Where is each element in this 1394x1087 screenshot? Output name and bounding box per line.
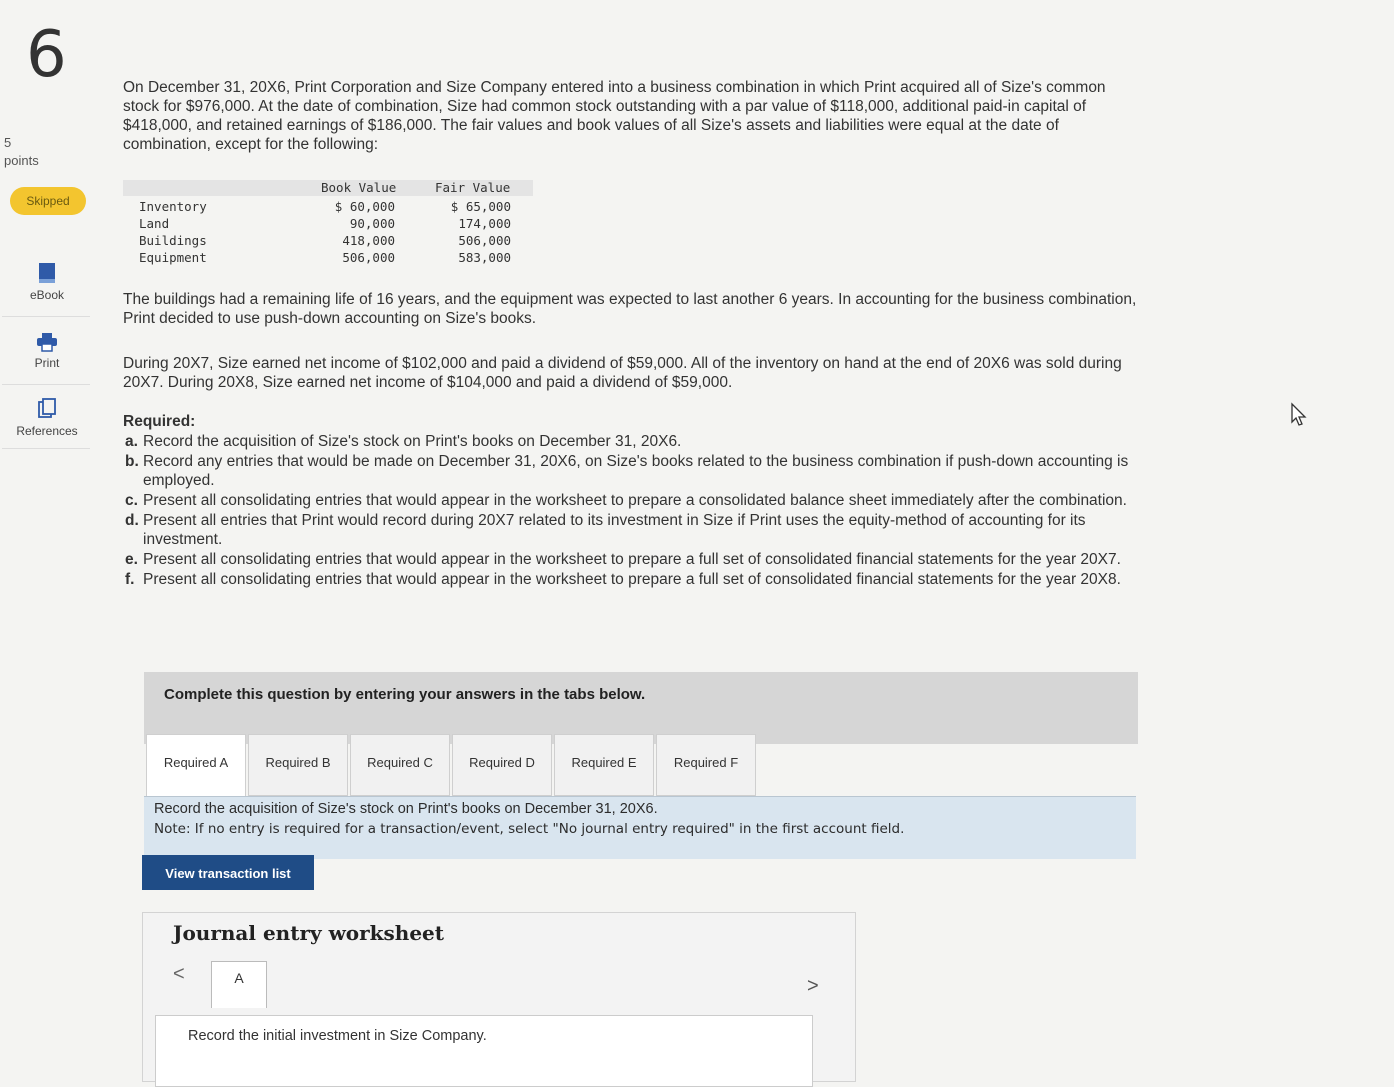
required-item [123, 452, 1138, 490]
chevron-right-icon[interactable]: > [807, 975, 819, 997]
instruction-text: Complete this question by entering your answers in the tabs below. [164, 686, 646, 703]
required-text: Present all consolidating entries that would appear in the worksheet to prepare a full set of consolidated financial statements for the year 20X7. [143, 551, 1121, 568]
tab-required-c[interactable]: Required C [350, 734, 450, 796]
required-text: Record the acquisition of Size's stock on Print's books on December 31, 20X6. [143, 433, 682, 450]
row-item: Buildings [139, 233, 207, 248]
required-heading: Required: [123, 413, 196, 430]
required-letter: a. [125, 433, 138, 450]
tab-required-e[interactable]: Required E [554, 734, 654, 796]
required-list [123, 432, 1138, 590]
required-item [123, 570, 1138, 589]
tab-required-a[interactable]: Required A [146, 734, 246, 796]
printer-icon [36, 332, 58, 352]
row-fair-value: $ 65,000 [450, 199, 511, 214]
header-book-value: Book Value [321, 180, 397, 195]
skipped-badge: Skipped [10, 187, 86, 215]
tab-instructions [144, 796, 1136, 859]
required-letter: b. [125, 453, 139, 470]
row-fair-value: 506,000 [458, 233, 511, 248]
tab-required-d[interactable]: Required D [452, 734, 552, 796]
rail-divider [2, 316, 90, 317]
row-fair-value: 174,000 [458, 216, 511, 231]
required-item [123, 491, 1138, 510]
header-fair-value: Fair Value [435, 180, 511, 195]
required-item [123, 511, 1138, 549]
row-book-value: 418,000 [342, 233, 395, 248]
print-button[interactable] [4, 332, 90, 370]
ebook-button[interactable] [4, 262, 90, 302]
table-row [123, 198, 533, 215]
required-text: Present all consolidating entries that would appear in the worksheet to prepare a consolidated balance sheet immediately after the combination. [143, 492, 1127, 509]
question-number: 6 [26, 18, 67, 92]
ebook-label: eBook [29, 288, 65, 302]
required-text: Record any entries that would be made on December 31, 20X6, on Size's books related to the business combination if push-down accounting is employed. [143, 453, 1129, 489]
points-label: points [4, 153, 39, 168]
row-item: Inventory [139, 199, 207, 214]
required-letter: d. [125, 512, 139, 529]
points-info [4, 134, 39, 170]
entry-description: Record the initial investment in Size Company. [188, 1028, 487, 1044]
entry-tab-a[interactable]: A [211, 961, 267, 1008]
problem-paragraph-3: During 20X7, Size earned net income of $102,000 and paid a dividend of $59,000. All of the inventory on hand at the end of 20X6 was sold during 20X7. During 20X8, Size earned net income of $104,000 and paid a dividend of $59,000. [123, 355, 1122, 391]
journal-entry-worksheet [142, 912, 856, 1082]
row-item: Equipment [139, 250, 207, 265]
entry-panel [155, 1015, 813, 1087]
row-book-value: $ 60,000 [334, 199, 395, 214]
tab-required-b[interactable]: Required B [248, 734, 348, 796]
required-letter: f. [125, 571, 135, 588]
required-item [123, 432, 1138, 451]
required-item [123, 550, 1138, 569]
references-label: References [16, 424, 78, 438]
required-letter: c. [125, 492, 138, 509]
worksheet-title: Journal entry worksheet [173, 921, 445, 945]
print-label: Print [34, 356, 60, 370]
table-header [123, 180, 533, 196]
row-book-value: 506,000 [342, 250, 395, 265]
references-icon [37, 398, 57, 420]
row-book-value: 90,000 [349, 216, 395, 231]
chevron-left-icon[interactable]: < [173, 963, 185, 985]
view-transaction-list-button[interactable]: View transaction list [142, 855, 314, 890]
rail-divider [2, 384, 90, 385]
references-button[interactable] [4, 398, 90, 438]
table-row [123, 232, 533, 249]
tab-note-line: Note: If no entry is required for a transaction/event, select "No journal entry required" in the first account field. [154, 821, 905, 837]
left-rail [0, 0, 92, 1080]
required-text: Present all entries that Print would record during 20X7 related to its investment in Size if Print uses the equity-method of accounting for its investment. [143, 512, 1086, 548]
table-row [123, 215, 533, 232]
points-value: 5 [4, 135, 12, 150]
row-fair-value: 583,000 [458, 250, 511, 265]
row-item: Land [139, 216, 170, 231]
tab-required-f[interactable]: Required F [656, 734, 756, 796]
required-letter: e. [125, 551, 138, 568]
table-row [123, 249, 533, 266]
book-icon [37, 262, 57, 284]
rail-divider [2, 448, 90, 449]
mouse-cursor-icon [1290, 402, 1308, 428]
problem-intro: On December 31, 20X6, Print Corporation and Size Company entered into a business combination in which Print acquired all of Size's common stock for $976,000. At the date of combination, Size had common stock outstanding with a par value of $118,000, additional paid-in capital of $418,000, and retained earnings of $186,000. The fair values and book values of all Size's assets and liabilities were equal at the date of combination, except for the following: [123, 79, 1106, 153]
tab-instruction-line: Record the acquisition of Size's stock on Print's books on December 31, 20X6. [154, 801, 658, 817]
problem-paragraph-2: The buildings had a remaining life of 16 years, and the equipment was expected to last another 6 years. In accounting for the business combination, Print decided to use push-down accounting on Size's books. [123, 291, 1137, 327]
required-text: Present all consolidating entries that would appear in the worksheet to prepare a full set of consolidated financial statements for the year 20X8. [143, 571, 1121, 588]
